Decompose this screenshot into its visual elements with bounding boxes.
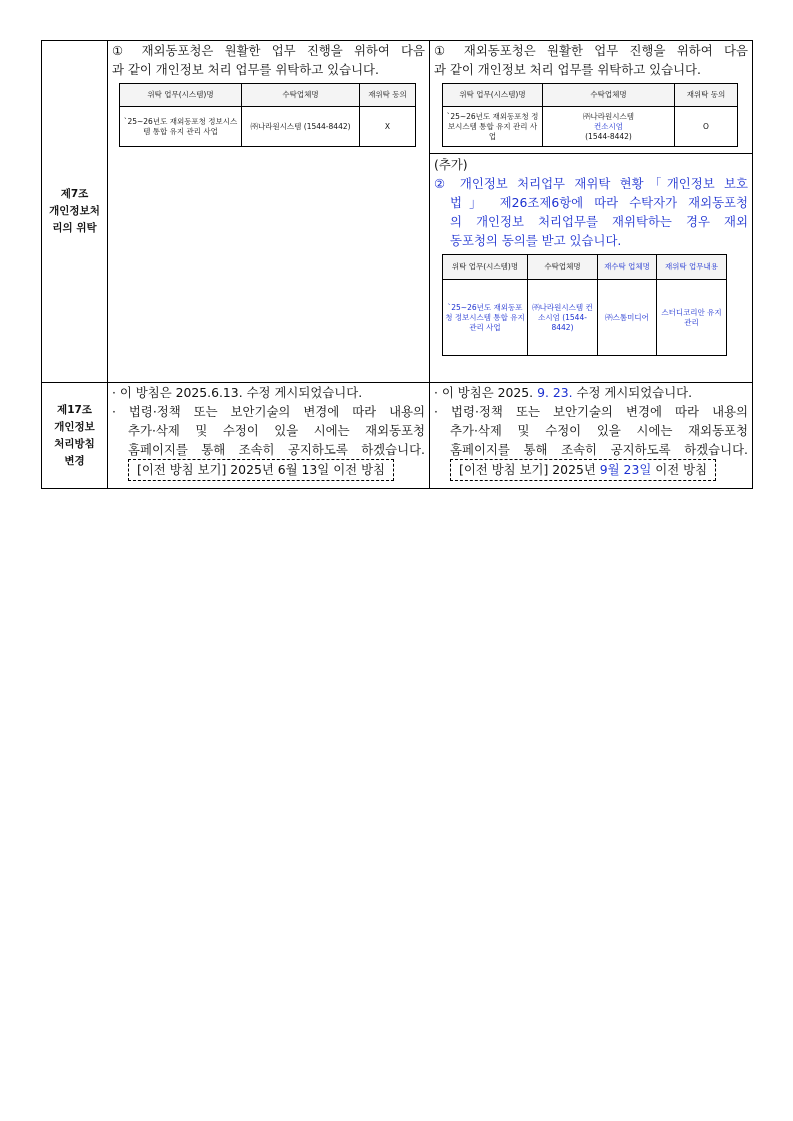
- subcontract-line4: 동포청의 동의를 받고 있습니다.: [450, 233, 622, 248]
- new-entrust-table: [442, 83, 738, 147]
- old-change-notice-line1: · 법령·정책 또는 보안기술의 변경에 따라 내용의: [112, 404, 425, 419]
- sub-table-header-task: 위탁 업무(시스템)명: [443, 255, 528, 280]
- subcontract-line3: 의 개인정보 처리업무를 재위탁하는 경우 재외: [450, 214, 748, 229]
- revision-date-changed: 9. 23.: [537, 385, 573, 400]
- sub-table-cell-task: `25~26년도 재외동포청 정보시스템 통합 유지관리 사업: [443, 280, 528, 356]
- old-table-header-task: 위탁 업무(시스템)명: [120, 84, 242, 107]
- new-table-header-task: 위탁 업무(시스템)명: [443, 84, 543, 107]
- new-revision-date-line: [430, 383, 752, 402]
- link-prefix: [이전 방침 보기] 2025년: [459, 462, 596, 477]
- new-previous-policy-link[interactable]: [450, 459, 716, 481]
- old-table-cell-task: `25~26년도 재외동포청 정보시스템 통합 유지 관리 사업: [120, 107, 242, 147]
- article-7-row: [42, 41, 753, 383]
- added-section: [430, 153, 752, 356]
- old-table-cell-company: ㈜나라원시스템 (1544-8442): [242, 107, 360, 147]
- sub-table-header-subcontractor: 재수탁 업체명: [598, 255, 657, 280]
- old-entrust-table: [119, 83, 416, 147]
- old-table-header-company: 수탁업체명: [242, 84, 360, 107]
- sub-table-header-content: 재위탁 업무내용: [657, 255, 727, 280]
- new-change-notice-line3: 홈페이지를 통해 조속히 공지하도록 하겠습니다.: [450, 442, 748, 457]
- new-change-notice-line1: · 법령·정책 또는 보안기술의 변경에 따라 내용의: [434, 404, 748, 419]
- consortium-added: 컨소시엄: [594, 121, 623, 131]
- sub-table-cell-content: 스터디코리안 유지관리: [657, 280, 727, 356]
- sub-table-cell-company: ㈜나라원시스템 컨소시엄 (1544-8442): [528, 280, 598, 356]
- old-paragraph-1-line2: 과 같이 개인정보 처리 업무를 위탁하고 있습니다.: [112, 62, 379, 77]
- old-change-notice-line2: 추가·삭제 및 수정이 있을 시에는 재외동포청: [128, 423, 425, 438]
- article-17-new: [430, 383, 753, 489]
- revision-suffix: 수정 게시되었습니다.: [576, 385, 693, 400]
- old-paragraph-1-line1: ① 재외동포청은 원활한 업무 진행을 위하여 다음: [112, 43, 425, 58]
- company-phone: (1544-8442): [585, 131, 632, 141]
- article-7-title: 제7조 개인정보처 리의 위탁: [42, 41, 108, 383]
- new-table-header-consent: 재위탁 동의: [675, 84, 738, 107]
- subcontract-line2: 법」 제26조제6항에 따라 수탁자가 재외동포청: [450, 195, 748, 210]
- revision-prefix: · 이 방침은 2025.: [434, 385, 534, 400]
- link-suffix: 이전 방침: [655, 462, 708, 477]
- link-date-changed: 9월 23일: [599, 462, 652, 477]
- article-7-old: [108, 41, 430, 383]
- new-table-cell-task: `25~26년도 재외동포청 정보시스템 통합 유지 관리 사업: [443, 107, 543, 147]
- company-name: ㈜나라원시스템: [583, 111, 634, 121]
- new-change-notice-line2: 추가·삭제 및 수정이 있을 시에는 재외동포청: [450, 423, 748, 438]
- subcontract-line1: ② 개인정보 처리업무 재위탁 현황「개인정보 보호: [434, 176, 748, 191]
- subcontract-paragraph: [430, 174, 752, 250]
- sub-table-header-company: 수탁업체명: [528, 255, 598, 280]
- article-17-old: [108, 383, 430, 489]
- old-previous-policy-link[interactable]: [이전 방침 보기] 2025년 6월 13일 이전 방침: [128, 459, 394, 481]
- new-paragraph-1-line2: 과 같이 개인정보 처리 업무를 위탁하고 있습니다.: [434, 62, 701, 77]
- new-table-header-company: 수탁업체명: [543, 84, 675, 107]
- comparison-table: [41, 40, 753, 489]
- added-label: (추가): [434, 157, 468, 172]
- article-7-new: [430, 41, 753, 383]
- old-table-header-consent: 재위탁 동의: [360, 84, 416, 107]
- new-paragraph-1-line1: ① 재외동포청은 원활한 업무 진행을 위하여 다음: [434, 43, 748, 58]
- new-table-cell-consent: O: [675, 107, 738, 147]
- old-table-cell-consent: X: [360, 107, 416, 147]
- old-change-notice-line3: 홈페이지를 통해 조속히 공지하도록 하겠습니다.: [128, 442, 425, 457]
- article-17-title: 제17조 개인정보 처리방침 변경: [42, 383, 108, 489]
- subcontract-table: [442, 254, 727, 356]
- article-17-row: [42, 383, 753, 489]
- old-revision-date-line: · 이 방침은 2025.6.13. 수정 게시되었습니다.: [112, 385, 363, 400]
- new-table-cell-company: [543, 107, 675, 147]
- sub-table-cell-subcontractor: ㈜스톰미디어: [598, 280, 657, 356]
